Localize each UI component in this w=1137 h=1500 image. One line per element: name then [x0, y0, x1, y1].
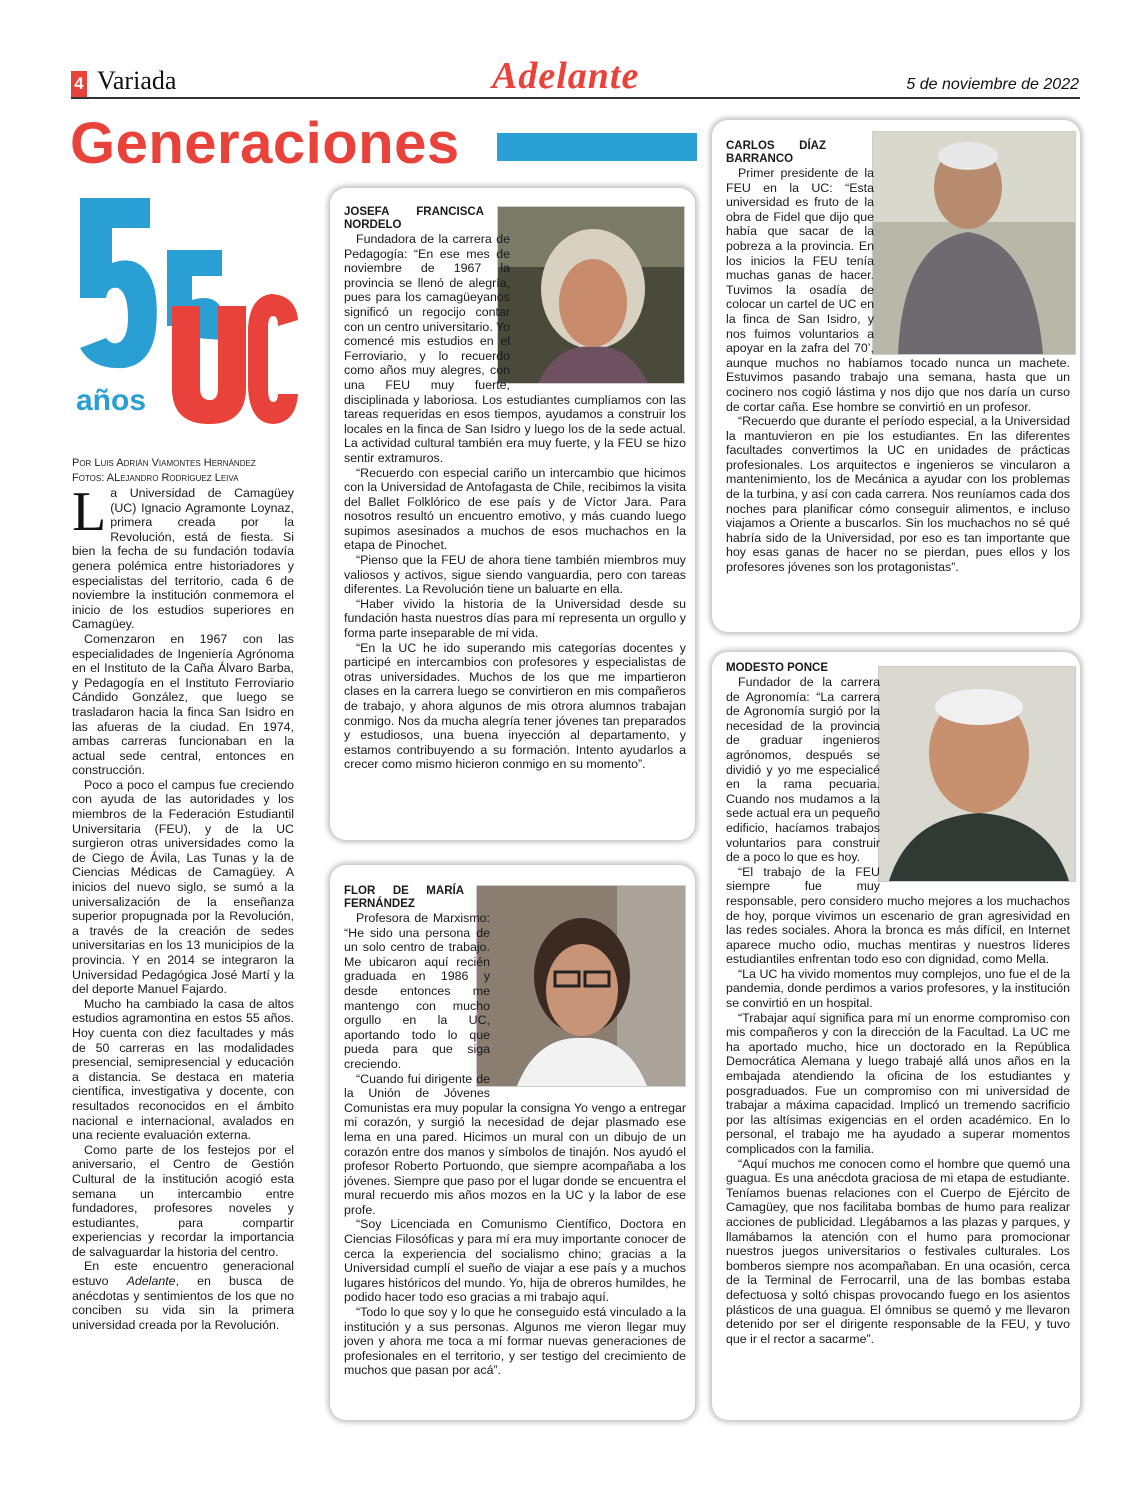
flor-paragraph-2: “Cuando fui dirigente de la Unión de Jóvenes Comunistas era muy popular la consigna Yo vengo a entregar mi corazón, y surgió la necesidad de dejar plasmado ese lema en una pared. Hicimos un mural con un dibujo de un corazón entre dos manos y símbolos de tinajón. Nos ayudó el profesor Roberto Portuondo, que siempre acompañaba a los jóvenes. Siempre que paso por el lugar donde se encuentra el mural recuerdo mis años mozos en la UC y la labor de ese profe. [344, 1071, 686, 1217]
josefa-name: JOSEFA FRANCISCA NORDELO [344, 206, 484, 231]
article-paragraph-1: La Universidad de Camagüey (UC) Ignacio Agramonte Loynaz, primera creada por la Revolución, está de fiesta. Si bien la fecha de su fundación todavía genera polémica entre historiadores y especialistas del territorio, cada 6 de noviembre la institución conmemora el inicio de los estudios superiores en Camagüey. [72, 481, 294, 632]
carlos-paragraph-1: Primer presidente de la FEU en la UC: “Esta universidad es fruto de la obra de Fidel que dijo que había que sacar de la pobreza a la provincia. En los inicios la FEU tenía muchas ganas de hacer. Tuvimos la osadía de colocar un cartel de UC en la finca de San Isidro, y nos fuimos voluntarios a apoyar en la zafra del 70’, aunque muchos no habíamos tocado nunca un machete. Estuvimos pasando trabajo una semana, hasta que un cocinero nos cogió lástima y nos dijo que nos daría un curso de cortar caña. Ese hombre se convirtió en un profesor. [726, 166, 1070, 414]
modesto-paragraph-2: “El trabajo de la FEU siempre fue muy responsable, pero considero mucho mejores a los muchachos de hoy, porque vivimos un escenario de gran agresividad en las redes sociales. Ahora la bronca es más difícil, en Internet aparece mucho odio, muchas mentiras y nuestros líderes estudiantiles enfrentan todo eso con dignidad, como Mella. [726, 864, 1070, 967]
josefa-paragraph-2: “Recuerdo con especial cariño un intercambio que hicimos con la Universidad de Antofagasta de Chile, recibimos la visita del Ballet Folklórico de ese país y de Víctor Jara. Para nosotros resultó un encuentro emotivo, y más cuando luego supimos asesinados a muchos de esos muchachos en la etapa de Pinochet. [344, 465, 686, 553]
newspaper-logo: Adelante [492, 55, 640, 97]
josefa-paragraph-5: “En la UC he ido superando mis categorías docentes y participé en intercambios con profesores y especialistas de otras universidades. Muchos de los que me impartieron clases en la carrera luego se convirtieron en mis compañeros de trabajo, y ahora algunos de mis otrora alumnos trabajan conmigo. Nos da mucha alegría tener jóvenes tan preparados y estudiosos, una buena inyección al departamento, y estamos contribuyendo a su formación. Intento ayudarlos a crecer como mismo hicieron conmigo en su momento”. [344, 640, 686, 772]
header-rule [71, 97, 1080, 99]
flor-name: FLOR DE MARÍA FERNÁNDEZ [344, 885, 464, 910]
page-number: 4 [71, 71, 87, 97]
flor-paragraph-3: “Soy Licenciada en Comunismo Científico, Doctora en Ciencias Filosóficas y para mí era muy importante conocer de cerca la experiencia del socialismo chino; gracias a la Universidad cumplí el sueño de viajar a ese país y a muchos lugares históricos del mundo. Yo, hija de obreros humildes, he podido hacer todo eso gracias a mi trabajo aquí. [344, 1217, 686, 1305]
card-carlos [712, 120, 1080, 632]
modesto-paragraph-1: Fundador de la carrera de Agronomía: “La carrera de Agronomía surgió por la necesidad de la provincia de graduar ingenieros agrónomos, después se dividió y yo me especialicé en la rama pecuaria. Cuando nos mudamos a la sede actual era un pequeño edificio, hacíamos trabajos voluntarios para construir de a poco lo que es hoy. [726, 675, 880, 865]
card-modesto [712, 652, 1080, 1420]
article-paragraph-2: Comenzaron en 1967 con las especialidades de Ingeniería Agrónoma en el Instituto de la Caña Álvaro Barba, y Pedagogía en el Instituto Ferroviario Cándido González, que luego se trasladaron hacia la finca San Isidro en las afueras de la ciudad. En 1974, ambas carreras funcionaban en la actual sede central, entonces en construcción. [72, 631, 294, 778]
card-flor [330, 865, 695, 1420]
byline-author: Por Luis Adrián Viamontes Hernández [72, 457, 256, 469]
carlos-text [726, 140, 1070, 575]
section-name: Variada [97, 66, 177, 95]
carlos-name: CARLOS DÍAZ BARRANCO [726, 140, 826, 165]
josefa-paragraph-3: “Pienso que la FEU de ahora tiene también miembros muy valiosos y activos, sigue siendo vanguardia, pero con tareas diferentes. La Revolución tiene un baluarte en ella. [344, 553, 686, 597]
word-anos: años [76, 384, 147, 417]
issue-date: 5 de noviembre de 2022 [906, 76, 1079, 93]
main-article [72, 481, 294, 1332]
modesto-paragraph-3: “La UC ha vivido momentos muy complejos, uno fue el de la pandemia, donde perdimos a varios profesores, y la institución se convirtió en un hospital. [726, 966, 1070, 1011]
drop-cap: L [72, 481, 107, 543]
page-title: Generaciones [70, 111, 460, 176]
letters-uc [172, 294, 298, 424]
flor-paragraph-1: Profesora de Marxismo: “He sido una persona de un solo centro de trabajo. Me ubicaron aquí recién graduada en 1986 y desde entonces me mantengo con mucho orgullo en la UC, aportando todo lo que pueda para que siga creciendo. [344, 911, 490, 1071]
article-paragraph-3: Poco a poco el campus fue creciendo con ayuda de las autoridades y los miembros de la Federación Estudiantil Universitaria (FEU), y de la UC surgieron otras universidades como la de Ciego de Ávila, Las Tunas y la de Ciencias Médicas de Camagüey. A inicios del nuevo siglo, se sumó a la universalización de la enseñanza superior propugnada por la Revolución, a través de la creación de sedes universitarias en los 13 municipios de la provincia. Y en 2014 se integraron la Universidad Pedagógica José Martí y la del deporte Manuel Fajardo. [72, 777, 294, 997]
modesto-paragraph-4: “Trabajar aquí significa para mí un enorme compromiso con mis compañeros y con la dirección de la Facultad. La UC me ha aportado mucho, hice un doctorado en la República Democrática Alemana y luego trabajé allá unos años en la embajada atendiendo la oficina de los estudiantes y posgraduados. Fue un compromiso con mi universidad de trabajar a máxima capacidad. Implicó un tremendo sacrificio por las altísimas exigencias en el orden académico. En lo personal, el trabajo me ha ayudado a superar momentos complicados con la familia. [726, 1010, 1070, 1156]
josefa-paragraph-1: Fundadora de la carrera de Pedagogía: “En ese mes de noviembre de 1967 la provincia se llenó de alegría, pues para los camagüeyanos significó un regocijo contar con un centro universitario. Yo comencé mis estudios en el Ferroviario, y lo recuerdo como años muy alegres, con una FEU muy fuerte, disciplinada y laboriosa. Los estudiantes cumplíamos con las tareas requeridas en esos tiempos, ayudamos a construir los locales en la finca de San Isidro y luego los de la sede actual. La actividad cultural también era muy fuerte, y la FEU se hizo sentir extramuros. [344, 232, 686, 465]
number-55 [80, 198, 225, 368]
modesto-text [726, 662, 1070, 1346]
title-accent-bar [497, 133, 697, 161]
flor-paragraph-4: “Todo lo que soy y lo que he conseguido está vinculado a la institución y a sus personas. Algunos me vieron llegar muy joven y ahora me toca a mí formar nuevas generaciones de profesionales en el territorio, y ser testigo del crecimiento de muchos que pasan por acá”. [344, 1305, 686, 1378]
anniversary-logo [72, 188, 302, 428]
modesto-name: MODESTO PONCE [726, 662, 829, 674]
article-paragraph-6: En este encuentro generacional estuvo Adelante, en busca de anécdotas y sentimientos de los que no conciben su vida sin la primera universidad creada por la Revolución. [72, 1259, 294, 1332]
card-josefa [330, 188, 695, 840]
josefa-text [344, 206, 686, 772]
josefa-paragraph-4: “Haber vivido la historia de la Universidad desde su fundación hasta nuestros días para mí representa un orgullo y forma parte inseparable de mi vida. [344, 596, 686, 641]
article-paragraph-4: Mucho ha cambiado la casa de altos estudios agramontina en estos 55 años. Hoy cuenta con diez facultades y más de 50 carreras en las modalidades presencial, semipresencial y educación a distancia. Se destaca en materia científica, investigativa y docente, con resultados reconocidos en el ámbito nacional e internacional, avalados en una reciente evaluación externa. [72, 996, 294, 1143]
modesto-paragraph-5: “Aquí muchos me conocen como el hombre que quemó una guagua. Es una anécdota graciosa de mi etapa de estudiante. Teníamos buenas relaciones con el Cuerpo de Ejército de Camagüey, que nos facilitaba bombas de humo para realizar acciones de publicidad. Llegábamos a las plazas y parques, y llamábamos la atención con el humo para promocionar nuestros juegos universitarios o festivales culturales. Los bomberos siempre nos acompañaban. En una ocasión, cerca de la Terminal de Ferrocarril, una de las bombas estaba defectuosa y soltó chispas provocando fuego en los asientos plásticos de una guagua. El ómnibus se quemó y me llevaron detenido por ser el dirigente responsable de la FEU, y tuvo que ir el rector a sacarme”. [726, 1156, 1070, 1346]
flor-text [344, 885, 686, 1378]
article-paragraph-5: Como parte de los festejos por el aniversario, el Centro de Gestión Cultural de la institución acogió esta semana un intercambio entre fundadores, profesores noveles y estudiantes, para compartir experiencias y recordar la importancia de salvaguardar la historia del centro. [72, 1142, 294, 1259]
byline-photos: Fotos: ALejandro Rodríguez Leiva [72, 472, 239, 484]
carlos-paragraph-2: “Recuerdo que durante el período especial, a la Universidad la mantuvieron en pie los estudiantes. En las diferentes facultades convertimos la UC en unidades de prácticas profesionales. Los arquitectos e ingenieros se vincularon a mantenimiento, los de Mecánica a ayudar con los problemas de la turbina, y así con cada carrera. Nos reuníamos cada dos noches para planificar cómo conseguir alimentos, e incluso viajamos a Oriente a buscarlos. Sin los muchachos no sé qué habría sido de la Universidad, por eso es tan importante que hoy esas ganas de hacer no se pierdan, pues ellos y los profesores jóvenes son los protagonistas”. [726, 414, 1070, 575]
